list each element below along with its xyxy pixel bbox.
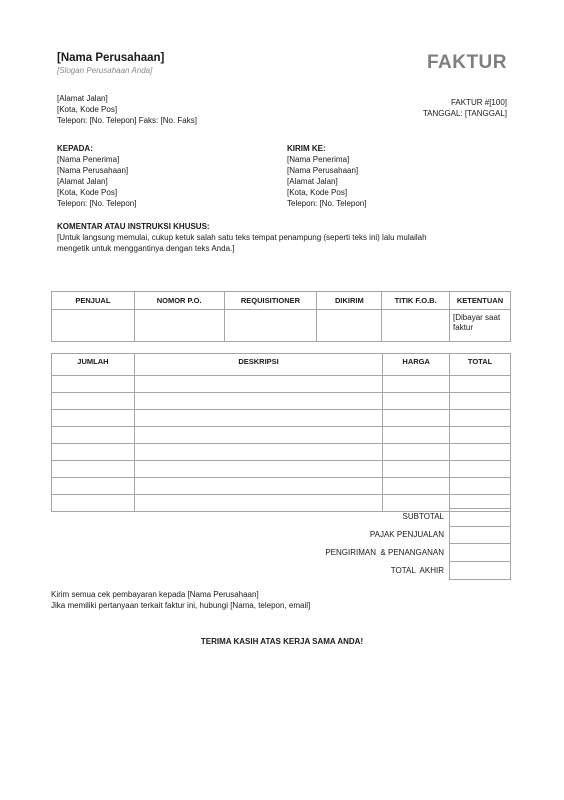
line-item-row [52, 376, 511, 393]
order-info-row [52, 310, 511, 342]
col-header-fob-point: TITIK F.O.B. [382, 292, 450, 310]
ship-to-line: [Nama Penerima] [287, 155, 350, 164]
ship-to-label: KIRIM KE: [287, 144, 326, 153]
terms-text: [Dibayar saat faktur [453, 313, 501, 332]
ship-to-line: [Kota, Kode Pos] [287, 188, 348, 197]
line-item-row [52, 393, 511, 410]
cell-terms[interactable] [450, 310, 511, 342]
bill-to-line: [Kota, Kode Pos] [57, 188, 118, 197]
cell-requisitioner[interactable] [224, 310, 317, 342]
cell-total[interactable] [450, 427, 511, 444]
grand-total-value-cell[interactable] [449, 562, 511, 580]
sales-tax-label: PAJAK PENJUALAN [369, 530, 444, 539]
cell-quantity[interactable] [52, 461, 135, 478]
cell-price[interactable] [383, 427, 450, 444]
bill-to-line: [Nama Penerima] [57, 155, 120, 164]
sales-tax-value-cell[interactable] [449, 526, 511, 544]
company-slogan: [Slogan Perusahaan Anda] [57, 66, 153, 75]
comments-line: [Untuk langsung memulai, cukup ketuk salah satu teks tempat penampung (seperti teks ini) lalu mulailah [57, 233, 427, 242]
cell-quantity[interactable] [52, 376, 135, 393]
cell-price[interactable] [383, 410, 450, 427]
subtotal-label: SUBTOTAL [402, 512, 444, 521]
bill-to-line: [Alamat Jalan] [57, 177, 108, 186]
payment-instructions: Kirim semua cek pembayaran kepada [Nama Perusahaan] [51, 590, 259, 599]
col-header-description: DESKRIPSI [134, 354, 382, 376]
cell-quantity[interactable] [52, 427, 135, 444]
ship-to-line: [Alamat Jalan] [287, 177, 338, 186]
col-header-seller: PENJUAL [52, 292, 135, 310]
col-header-quantity: JUMLAH [52, 354, 135, 376]
line-item-row [52, 444, 511, 461]
cell-total[interactable] [450, 393, 511, 410]
invoice-title: FAKTUR [426, 52, 507, 73]
subtotal-value-cell[interactable] [449, 508, 511, 527]
cell-total[interactable] [450, 461, 511, 478]
cell-seller[interactable] [52, 310, 135, 342]
cell-price[interactable] [383, 461, 450, 478]
cell-fob-point[interactable] [382, 310, 450, 342]
cell-total[interactable] [450, 444, 511, 461]
cell-quantity[interactable] [52, 478, 135, 495]
footer-notes [51, 589, 310, 611]
col-header-shipped: DIKIRIM [317, 292, 382, 310]
line-item-row [52, 478, 511, 495]
shipping-row [51, 544, 511, 562]
address-phone-fax: Telepon: [No. Telepon] Faks: [No. Faks] [57, 116, 197, 125]
line-items-body [52, 376, 511, 512]
ship-to-block [287, 143, 366, 209]
bill-to-line: Telepon: [No. Telepon] [57, 199, 137, 208]
line-items-header-row [52, 354, 511, 376]
invoice-date: TANGGAL: [TANGGAL] [422, 109, 507, 118]
cell-description[interactable] [134, 427, 382, 444]
grand-total-row [51, 562, 511, 580]
line-item-row [52, 410, 511, 427]
line-items-table [51, 353, 511, 512]
invoice-number: FAKTUR #[100] [450, 98, 507, 107]
cell-po-number[interactable] [134, 310, 224, 342]
address-city: [Kota, Kode Pos] [57, 105, 118, 114]
order-info-header-row [52, 292, 511, 310]
sales-tax-row [51, 526, 511, 544]
col-header-requisitioner: REQUISITIONER [224, 292, 317, 310]
cell-description[interactable] [134, 410, 382, 427]
totals-section [51, 508, 511, 580]
cell-price[interactable] [383, 478, 450, 495]
company-address [57, 93, 197, 126]
invoice-meta [423, 97, 507, 119]
cell-price[interactable] [383, 376, 450, 393]
comments-line: mengetik untuk menggantinya dengan teks Anda.] [57, 244, 235, 253]
grand-total-label: TOTAL AKHIR [390, 566, 444, 575]
cell-quantity[interactable] [52, 444, 135, 461]
shipping-label: PENGIRIMAN & PENANGANAN [325, 548, 444, 557]
order-info-table [51, 291, 511, 342]
shipping-value-cell[interactable] [449, 544, 511, 562]
line-item-row [52, 427, 511, 444]
cell-description[interactable] [134, 444, 382, 461]
contact-instructions: Jika memiliki pertanyaan terkait faktur ini, hubungi [Nama, telepon, email] [51, 601, 311, 610]
cell-total[interactable] [450, 478, 511, 495]
bill-to-label: KEPADA: [57, 144, 93, 153]
col-header-total: TOTAL [450, 354, 511, 376]
address-street: [Alamat Jalan] [57, 94, 108, 103]
company-name: [Nama Perusahaan] [57, 52, 165, 64]
cell-shipped[interactable] [317, 310, 382, 342]
comments-label: KOMENTAR ATAU INSTRUKSI KHUSUS: [57, 222, 210, 231]
cell-description[interactable] [134, 478, 382, 495]
subtotal-row [51, 508, 511, 526]
cell-quantity[interactable] [52, 410, 135, 427]
cell-total[interactable] [450, 410, 511, 427]
cell-description[interactable] [134, 376, 382, 393]
cell-price[interactable] [383, 444, 450, 461]
cell-quantity[interactable] [52, 393, 135, 410]
col-header-price: HARGA [383, 354, 450, 376]
cell-price[interactable] [383, 393, 450, 410]
cell-description[interactable] [134, 393, 382, 410]
ship-to-line: Telepon: [No. Telepon] [287, 199, 367, 208]
bill-to-line: [Nama Perusahaan] [57, 166, 129, 175]
col-header-terms: KETENTUAN [450, 292, 511, 310]
bill-to-block [57, 143, 136, 209]
ship-to-line: [Nama Perusahaan] [287, 166, 359, 175]
comments-section [57, 222, 517, 254]
line-item-row [52, 461, 511, 478]
col-header-po-number: NOMOR P.O. [134, 292, 224, 310]
comments-text [57, 232, 517, 254]
cell-total[interactable] [450, 376, 511, 393]
thank-you-message: TERIMA KASIH ATAS KERJA SAMA ANDA! [200, 637, 364, 646]
cell-description[interactable] [134, 461, 382, 478]
